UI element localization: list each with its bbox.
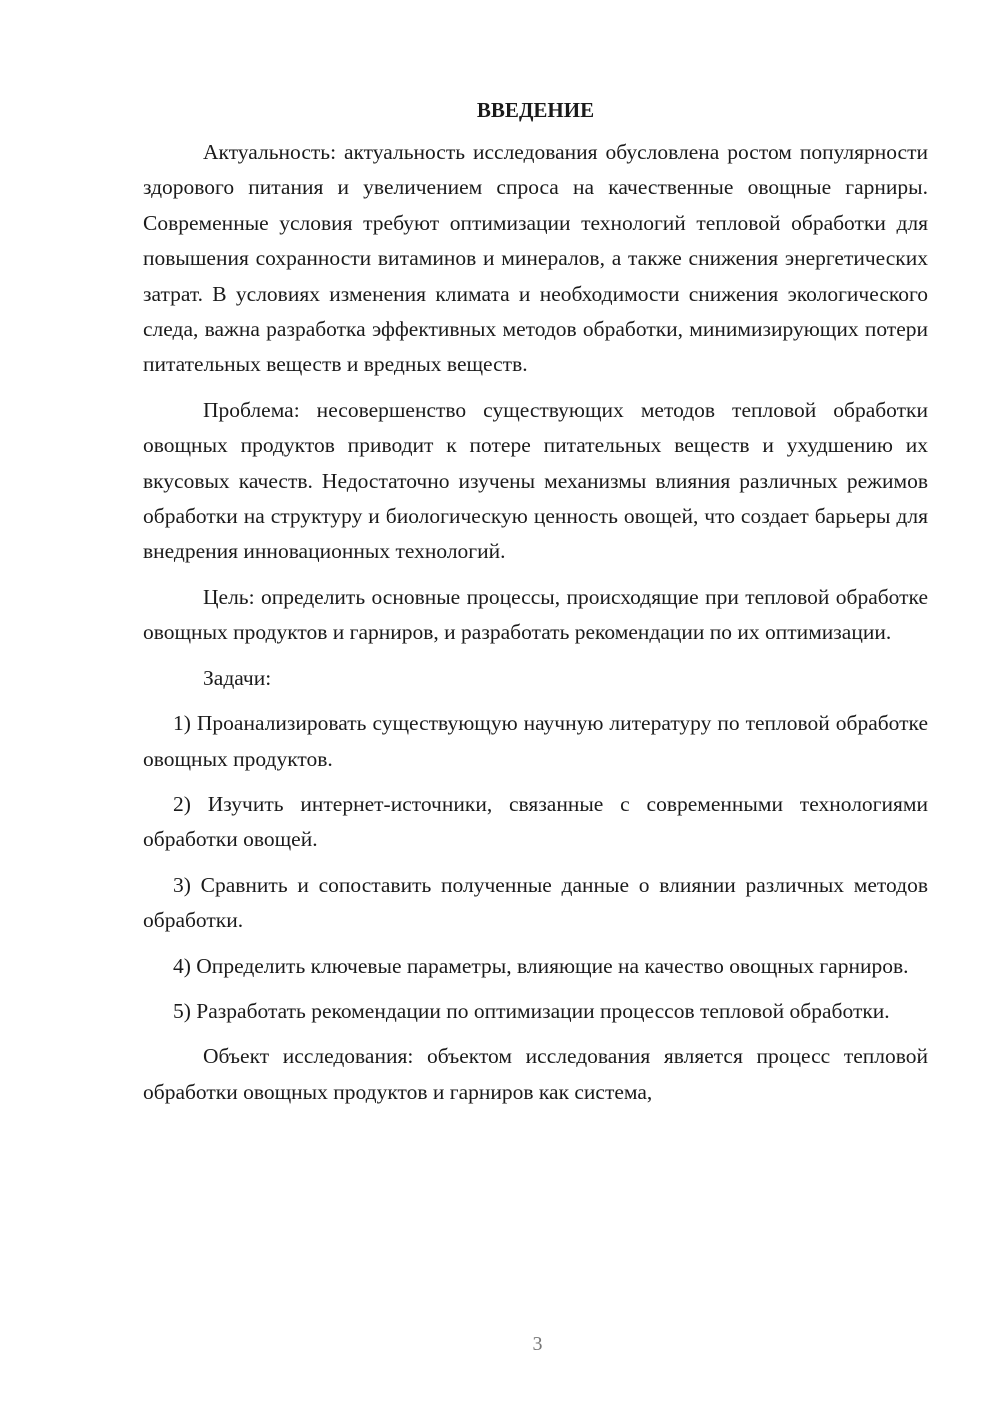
tasks-label: Задачи: [203, 665, 272, 690]
document-page [143, 95, 928, 1120]
goal-paragraph: Цель: определить основные процессы, происходящие при тепловой обработке овощных продуктов и гарниров, и разработать рекомендации по их оптимизации. [143, 584, 928, 645]
relevance-paragraph: Актуальность: актуальность исследования обусловлена ростом популярности здорового питания и увеличением спроса на качественные овощные гарниры. Современные условия требуют оптимизации технологий тепловой обработки для повышения сохранности витаминов и минералов, а также снижения энергетических затрат. В условиях изменения климата и необходимости снижения экологического следа, важна разработка эффективных методов обработки, минимизирующих потери питательных веществ и вредных веществ. [143, 140, 928, 377]
task-item-1: 1) Проанализировать существующую научную литературу по тепловой обработке овощных продуктов. [143, 711, 928, 771]
task-item-5: 5) Разработать рекомендации по оптимизации процессов тепловой обработки. [173, 998, 890, 1023]
object-paragraph: Объект исследования: объектом исследования является процесс тепловой обработки овощных продуктов и гарниров как система, [143, 1044, 928, 1104]
task-item-4: 4) Определить ключевые параметры, влияющие на качество овощных гарниров. [173, 953, 909, 978]
problem-paragraph: Проблема: несовершенство существующих методов тепловой обработки овощных продуктов приводит к потере питательных веществ и ухудшению их вкусовых качеств. Недостаточно изучены механизмы влияния различных режимов обработки на структуру и биологическую ценность овощей, что создает барьеры для внедрения инновационных технологий. [143, 397, 928, 564]
task-item-2: 2) Изучить интернет-источники, связанные с современными технологиями обработки овощей. [143, 791, 928, 852]
section-heading: ВВЕДЕНИЕ [476, 98, 595, 122]
page-number: 3 [532, 1333, 543, 1355]
task-item-3: 3) Сравнить и сопоставить полученные данные о влиянии различных методов обработки. [143, 872, 928, 933]
